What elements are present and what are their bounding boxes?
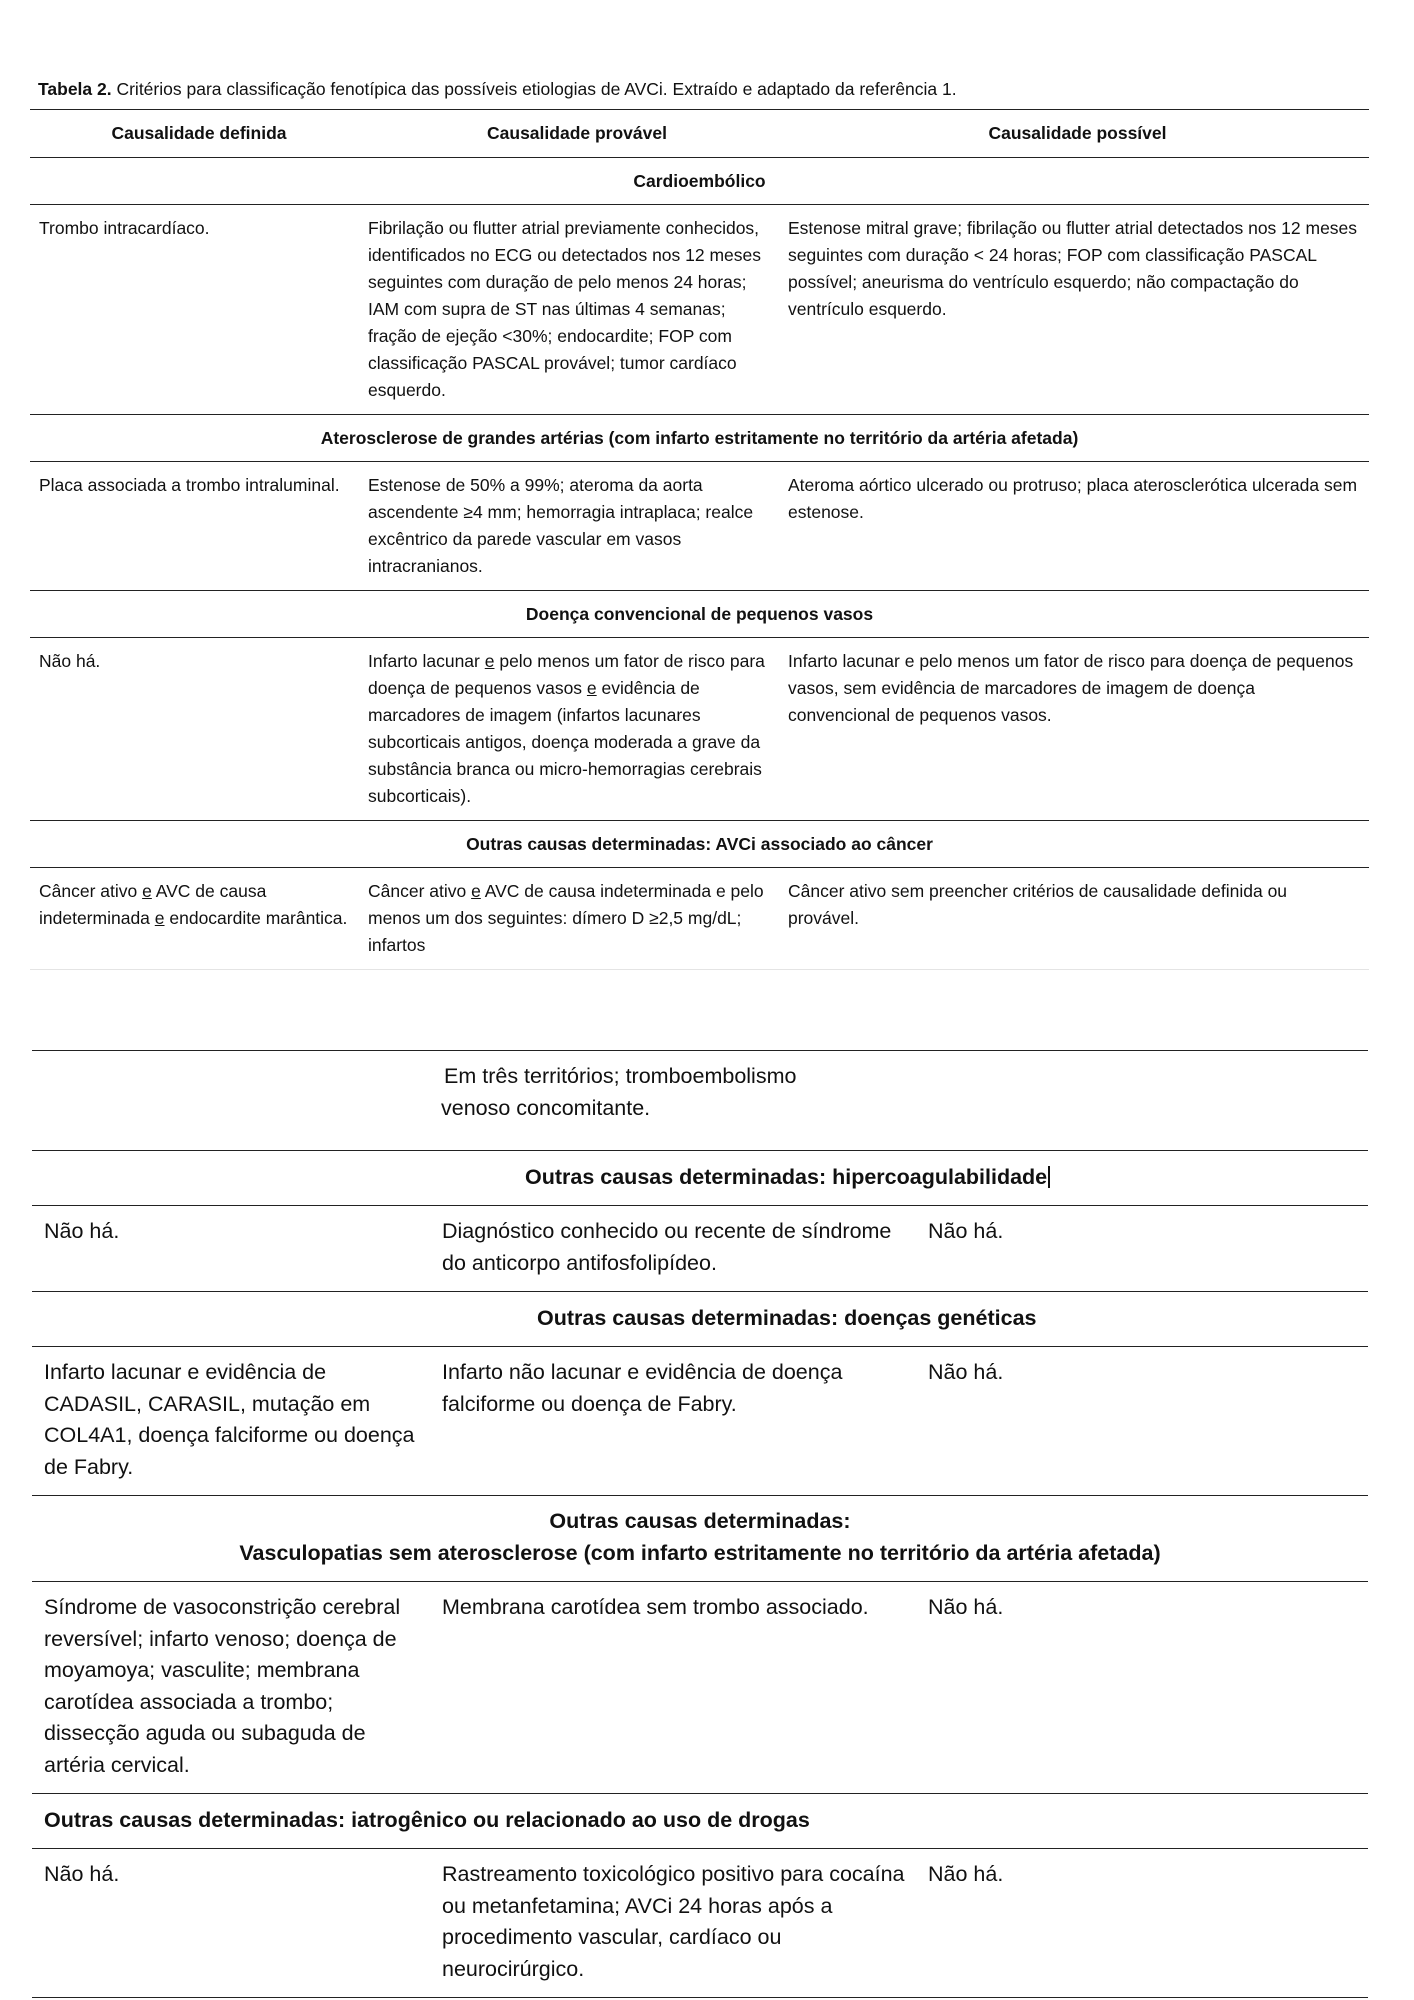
text-fragment: Câncer ativo: [39, 881, 143, 901]
cell-definida: Não há.: [30, 638, 368, 821]
header-row: [30, 110, 1369, 158]
header-possivel: Causalidade possível: [786, 110, 1369, 158]
cell-possivel: Infarto lacunar e pelo menos um fator de risco para doença de pequenos vasos, sem evidência de marcadores de imagem de doença convencional de pequenos vasos.: [786, 638, 1369, 821]
cell-provavel: Rastreamento toxicológico positivo para cocaína ou metanfetamina; AVCi 24 horas após a procedimento vascular, cardíaco ou neurocirúrgico.: [437, 1849, 924, 1998]
section-heading: [32, 1292, 1368, 1347]
header-provavel: Causalidade provável: [368, 110, 786, 158]
section-heading: [30, 591, 1369, 638]
text-line: venoso concomitante.: [441, 1095, 651, 1120]
section-title-text: Outras causas determinadas: hipercoagulabilidade: [525, 1165, 1048, 1190]
cell-provavel: Diagnóstico conhecido ou recente de síndrome do anticorpo antifosfolipídeo.: [437, 1206, 924, 1292]
table-row: [30, 868, 1369, 970]
underlined-e: e: [484, 651, 495, 671]
cell-definida: Placa associada a trombo intraluminal.: [30, 462, 368, 591]
text-fragment: Infarto lacunar: [368, 651, 485, 671]
cell-possivel: Ateroma aórtico ulcerado ou protruso; placa aterosclerótica ulcerada sem estenose.: [786, 462, 1369, 591]
underlined-e: e: [154, 908, 165, 928]
section-title-small-vessel: Doença convencional de pequenos vasos: [30, 591, 1369, 638]
etiology-table-part-2: [32, 1050, 1368, 1998]
table-row: [30, 205, 1369, 415]
text-line: Em três territórios; tromboembolismo: [444, 1064, 797, 1088]
cell-provavel: Estenose de 50% a 99%; ateroma da aorta ascendente ≥4 mm; hemorragia intraplaca; realce excêntrico da parede vascular em vasos intracranianos.: [368, 462, 786, 591]
cell-possivel: Não há.: [924, 1582, 1368, 1794]
cell-definida: Trombo intracardíaco.: [30, 205, 368, 415]
cell-provavel: Fibrilação ou flutter atrial previamente conhecidos, identificados no ECG ou detectados nos 12 meses seguintes com duração de pelo menos 24 horas; IAM com supra de ST nas últimas 4 semanas; fração de ejeção <30%; endocardite; FOP com classificação PASCAL provável; tumor cardíaco esquerdo.: [368, 205, 786, 415]
cell-definida: [32, 1051, 437, 1151]
section-title-genetic: Outras causas determinadas: doenças genéticas: [32, 1292, 1368, 1347]
text-fragment: AVC de causa indeterminada e pelo menos um dos seguintes: dímero D ≥2,5 mg/dL; infartos: [368, 881, 764, 955]
section-heading: [32, 1794, 1368, 1849]
cell-definida: Não há.: [32, 1206, 437, 1292]
table-caption: [38, 78, 1378, 100]
section-title-line: Outras causas determinadas:: [549, 1509, 851, 1533]
cell-definida: [30, 868, 368, 970]
header-definida: Causalidade definida: [30, 110, 368, 158]
section-heading: [30, 821, 1369, 868]
table-row: [32, 1582, 1368, 1794]
section-title-vasculopathy: [32, 1496, 1368, 1582]
cell-possivel: [924, 1051, 1368, 1151]
section-heading: [32, 1496, 1368, 1582]
cell-possivel: Não há.: [924, 1347, 1368, 1496]
section-title-atherosclerosis: Aterosclerose de grandes artérias (com infarto estritamente no território da artéria afetada): [30, 415, 1369, 462]
text-cursor: [1048, 1166, 1050, 1188]
cell-definida: Síndrome de vasoconstrição cerebral reversível; infarto venoso; doença de moyamoya; vasculite; membrana carotídea associada a trombo; dissecção aguda ou subaguda de artéria cervical.: [32, 1582, 437, 1794]
cell-provavel: Membrana carotídea sem trombo associado.: [437, 1582, 924, 1794]
section-title-cardioembolic: Cardioembólico: [30, 158, 1369, 205]
cell-possivel: Câncer ativo sem preencher critérios de causalidade definida ou provável.: [786, 868, 1369, 970]
caption-label: Tabela 2.: [38, 79, 112, 99]
cell-provavel: [368, 868, 786, 970]
etiology-table-part-1: [30, 109, 1369, 970]
table-row: [32, 1849, 1368, 1998]
section-title-cancer: Outras causas determinadas: AVCi associado ao câncer: [30, 821, 1369, 868]
underlined-e: e: [471, 881, 481, 901]
cell-possivel: Não há.: [924, 1849, 1368, 1998]
text-fragment: pelo menos um fator de risco para doença de pequenos vasos: [368, 651, 765, 698]
table-row: [30, 638, 1369, 821]
section-title-iatrogenic: Outras causas determinadas: iatrogênico ou relacionado ao uso de drogas: [32, 1794, 1368, 1849]
cell-provavel: Infarto não lacunar e evidência de doença falciforme ou doença de Fabry.: [437, 1347, 924, 1496]
text-fragment: Câncer ativo: [368, 881, 472, 901]
underlined-e: e: [142, 881, 152, 901]
table-row-continuation: [32, 1051, 1368, 1151]
cell-definida: Infarto lacunar e evidência de CADASIL, CARASIL, mutação em COL4A1, doença falciforme ou doença de Fabry.: [32, 1347, 437, 1496]
caption-text: Critérios para classificação fenotípica das possíveis etiologias de AVCi. Extraído e adaptado da referência 1.: [111, 79, 957, 99]
cell-definida: Não há.: [32, 1849, 437, 1998]
cell-provavel: [368, 638, 786, 821]
section-title-line: Vasculopatias sem aterosclerose (com infarto estritamente no território da artéria afetada): [239, 1540, 1161, 1565]
cell-provavel-continued: [437, 1051, 924, 1151]
section-heading: [32, 1151, 1368, 1206]
section-heading: [30, 415, 1369, 462]
section-title-hypercoagulability: [32, 1151, 1368, 1206]
text-fragment: evidência de marcadores de imagem (infartos lacunares subcorticais antigos, doença moderada a grave da substância branca ou micro-hemorragias cerebrais subcorticais).: [368, 678, 762, 806]
underlined-e: e: [586, 678, 597, 698]
table-row: [32, 1206, 1368, 1292]
text-fragment: AVC de causa indeterminada: [39, 881, 267, 928]
table-row: [30, 462, 1369, 591]
text-fragment: endocardite marântica.: [164, 908, 348, 928]
cell-possivel: Estenose mitral grave; fibrilação ou flutter atrial detectados nos 12 meses seguintes com duração < 24 horas; FOP com classificação PASCAL possível; aneurisma do ventrículo esquerdo; não compactação do ventrículo esquerdo.: [786, 205, 1369, 415]
table-row: [32, 1347, 1368, 1496]
section-heading: [30, 158, 1369, 205]
table-bottom-rule: [32, 1998, 1368, 1999]
cell-possivel: Não há.: [924, 1206, 1368, 1292]
